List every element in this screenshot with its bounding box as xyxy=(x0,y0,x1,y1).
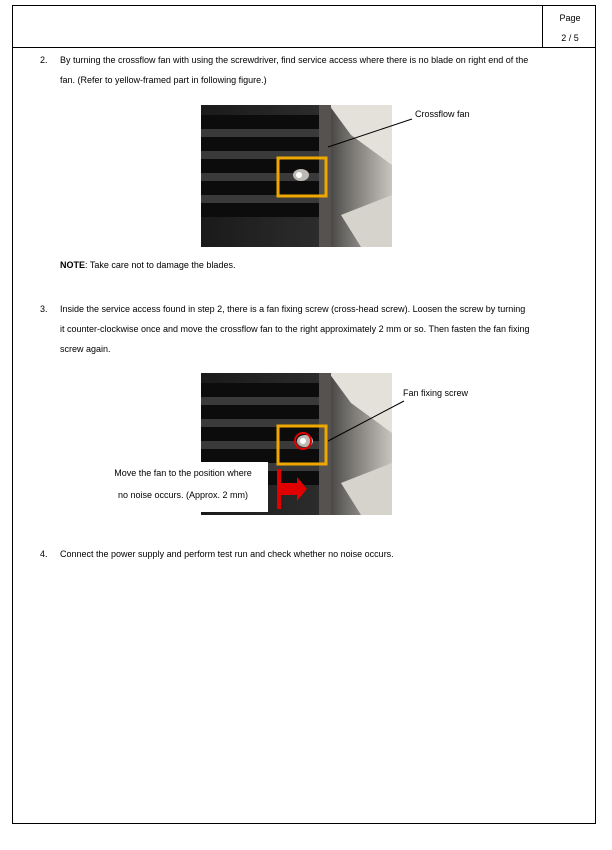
move-fan-instruction xyxy=(98,462,268,512)
step-number: 3. xyxy=(40,304,48,314)
note-label: NOTE xyxy=(60,260,86,270)
step-number: 4. xyxy=(40,549,48,559)
note xyxy=(60,260,235,270)
instruction-line: Move the fan to the position where xyxy=(114,468,252,478)
step-text-line: By turning the crossflow fan with using the screwdriver, find service access where there is no blade on right end of the xyxy=(60,55,529,65)
step-2 xyxy=(40,50,596,90)
step-text-line: Connect the power supply and perform test run and check whether no noise occurs. xyxy=(60,549,394,559)
step-text-line: fan. (Refer to yellow-framed part in following figure.) xyxy=(60,75,267,85)
crossflow-fan-callout: Crossflow fan xyxy=(415,109,470,119)
page-label: Page xyxy=(559,13,581,23)
callout-line xyxy=(320,115,420,155)
step-text-line: screw again. xyxy=(60,344,111,354)
page-number: 2 / 5 xyxy=(561,33,579,43)
callout-line xyxy=(320,395,410,445)
fan-fixing-screw-callout: Fan fixing screw xyxy=(403,388,469,398)
instruction-line: no noise occurs. (Approx. 2 mm) xyxy=(117,490,249,500)
step-3 xyxy=(40,299,596,359)
step-text-line: it counter-clockwise once and move the crossflow fan to the right approximately 2 mm or so. Then fasten the fan fixing xyxy=(60,324,530,334)
note-text: : Take care not to damage the blades. xyxy=(85,260,236,270)
step-4 xyxy=(40,544,596,564)
step-number: 2. xyxy=(40,55,48,65)
header-divider xyxy=(12,47,596,48)
step-text-line: Inside the service access found in step 2, there is a fan fixing screw (cross-head screw). Loosen the screw by turning xyxy=(60,304,526,314)
page-number-box xyxy=(542,5,596,48)
